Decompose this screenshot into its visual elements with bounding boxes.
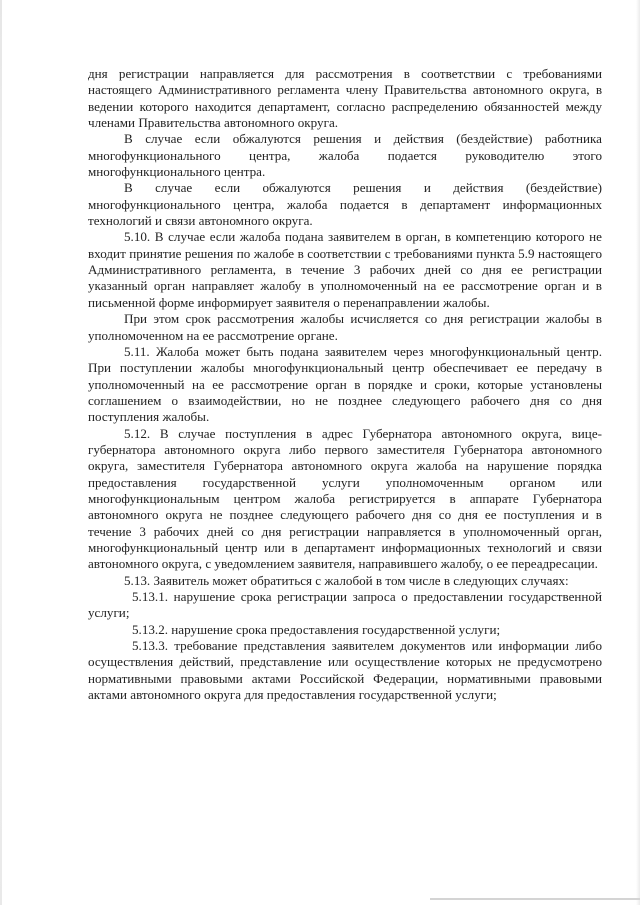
scan-edge-right <box>636 0 640 905</box>
paragraph-5-13-3: 5.13.3. требование представления заявителем документов или информации либо осуществления действий, представление или осуществление которых не предусмотрено нормативными правовыми актами Российской Федерации, нормативными правовыми актами автономного округа для предоставления государственной услуги; <box>88 638 602 703</box>
paragraph-5-11: 5.11. Жалоба может быть подана заявителем через многофункциональный центр. При поступлении жалобы многофункциональный центр обеспечивает ее передачу в уполномоченный на ее рассмотрение орган в порядке и сроки, которые установлены соглашением о взаимодействии, но не позднее следующего рабочего дня со дня поступления жалобы. <box>88 343 602 425</box>
paragraph-mfc: В случае если обжалуются решения и действия (бездействие) многофункционального центра, жалоба подается в департамент информационных технологий и связи автономного округа. <box>88 180 602 229</box>
paragraph-5-12: 5.12. В случае поступления в адрес Губернатора автономного округа, вице-губернатора автономного округа либо первого заместителя Губернатора автономного округа, заместителя Губернатора автономного округа жалоба на нарушение порядка предоставления государственной услуги уполномоченным органом или многофункциональным центром жалоба регистрируется в аппарате Губернатора автономного округа не позднее следующего рабочего дня со дня ее поступления и в течение 3 рабочих дней со дня регистрации направляется в уполномоченный орган, многофункциональный центр или в департамент информационных технологий и связи автономного округа, с уведомлением заявителя, направившего жалобу, о ее переадресации. <box>88 425 602 572</box>
scan-edge-left <box>0 0 2 905</box>
paragraph-5-10: 5.10. В случае если жалоба подана заявителем в орган, в компетенцию которого не входит принятие решения по жалобе в соответствии с требованиями пункта 5.9 настоящего Административного регламента, в течение 3 рабочих дней со дня ее регистрации указанный орган направляет жалобу в уполномоченный на ее рассмотрение орган и в письменной форме информирует заявителя о перенаправлении жалобы. <box>88 229 602 310</box>
document-text <box>88 66 602 703</box>
paragraph-continuation: дня регистрации направляется для рассмотрения в соответствии с требованиями настоящего Административного регламента члену Правительства автономного округа, в ведении которого находится департамент, согласно распределению обязанностей между членами Правительства автономного округа. <box>88 66 602 131</box>
paragraph-5-13: 5.13. Заявитель может обратиться с жалобой в том числе в следующих случаях: <box>124 572 569 588</box>
paragraph-5-13-1: 5.13.1. нарушение срока регистрации запроса о предоставлении государственной услуги; <box>88 589 602 621</box>
paragraph-5-10-term: При этом срок рассмотрения жалобы исчисляется со дня регистрации жалобы в уполномоченном на ее рассмотрение органе. <box>88 311 602 343</box>
scan-edge-bottom <box>430 898 640 900</box>
paragraph-5-13-2: 5.13.2. нарушение срока предоставления государственной услуги; <box>132 621 501 637</box>
paragraph-mfc-employee: В случае если обжалуются решения и действия (бездействие) работника многофункционального центра, жалоба подается руководителю этого многофункционального центра. <box>88 131 602 180</box>
